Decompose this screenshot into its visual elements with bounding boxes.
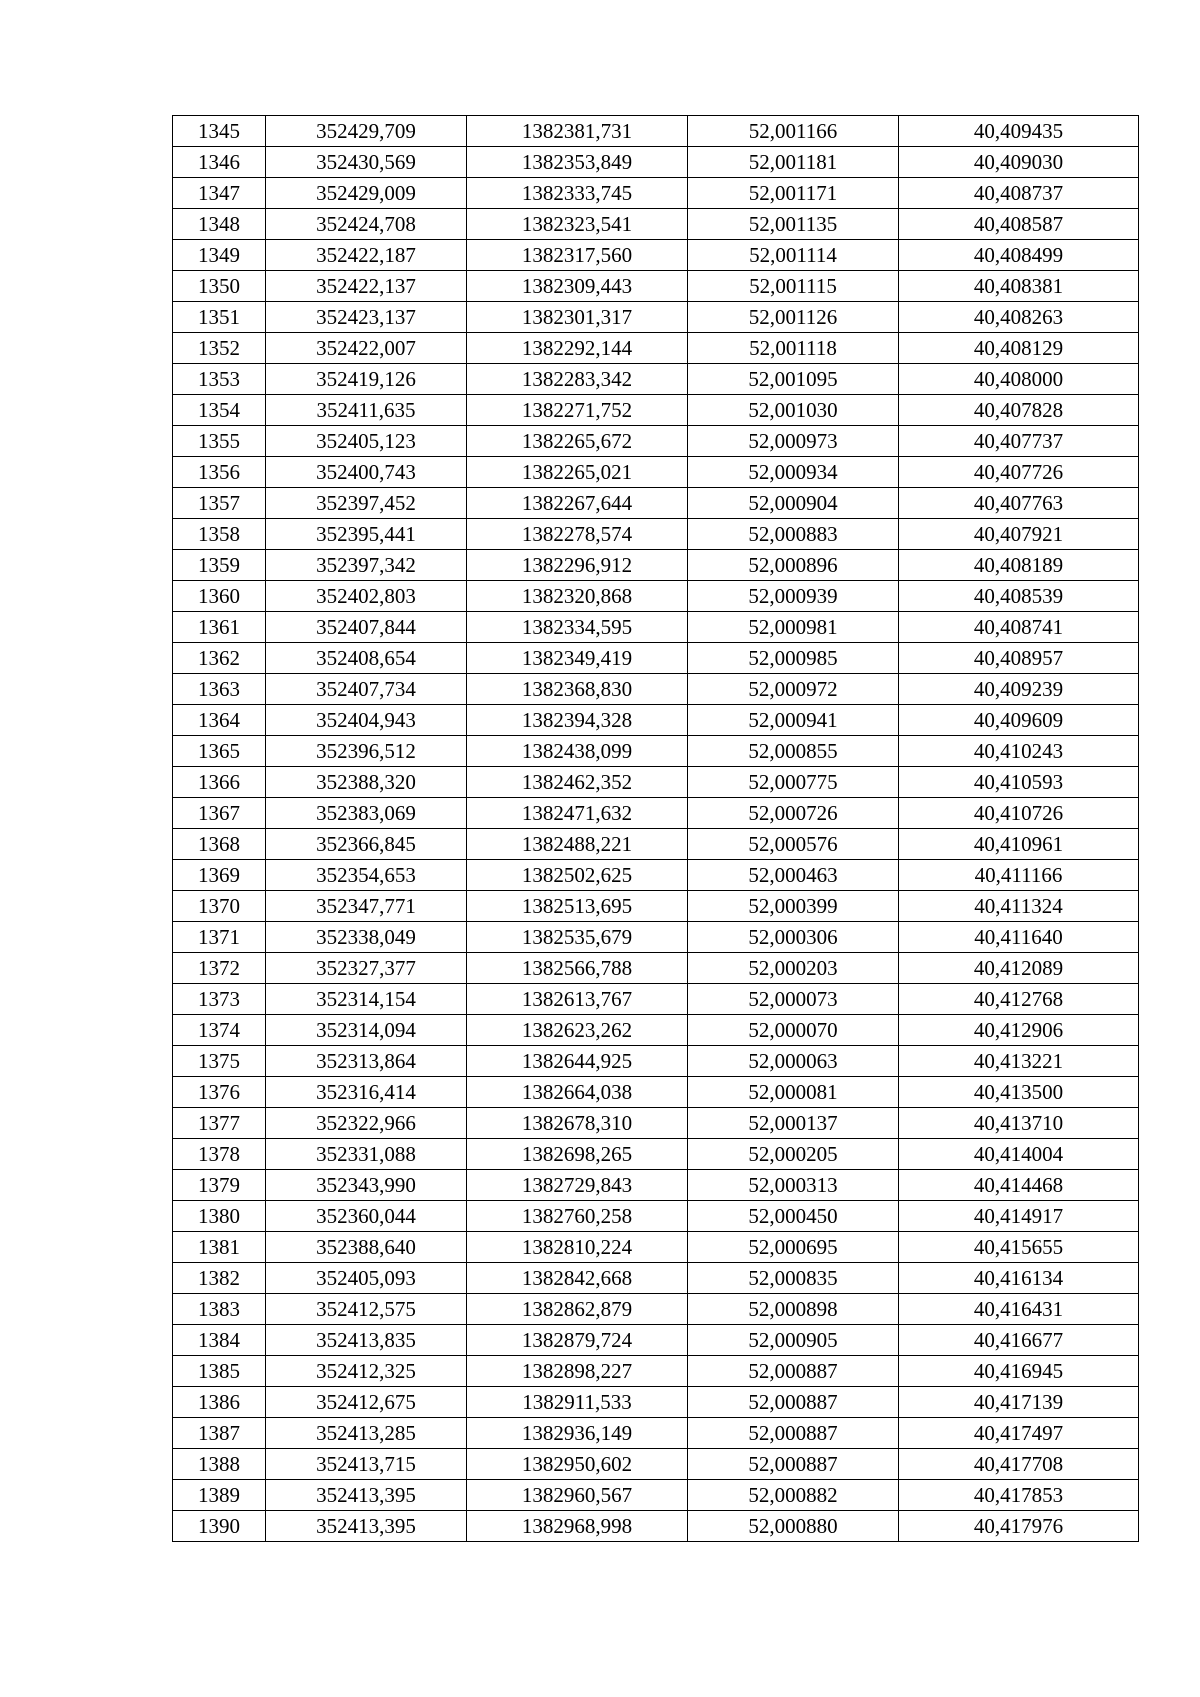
- table-row: [173, 333, 1139, 364]
- longitude-cell: 40,414004: [899, 1139, 1139, 1170]
- latitude-cell: 52,000463: [688, 860, 899, 891]
- latitude-cell: 52,000904: [688, 488, 899, 519]
- point-number-cell: 1389: [173, 1480, 266, 1511]
- y-coordinate-cell: 1382265,672: [467, 426, 688, 457]
- table-row: [173, 1046, 1139, 1077]
- table-row: [173, 1325, 1139, 1356]
- y-coordinate-cell: 1382353,849: [467, 147, 688, 178]
- point-number-cell: 1361: [173, 612, 266, 643]
- y-coordinate-cell: 1382334,595: [467, 612, 688, 643]
- x-coordinate-cell: 352331,088: [266, 1139, 467, 1170]
- point-number-cell: 1390: [173, 1511, 266, 1542]
- x-coordinate-cell: 352314,154: [266, 984, 467, 1015]
- y-coordinate-cell: 1382283,342: [467, 364, 688, 395]
- latitude-cell: 52,001126: [688, 302, 899, 333]
- point-number-cell: 1381: [173, 1232, 266, 1263]
- table-row: [173, 271, 1139, 302]
- latitude-cell: 52,000883: [688, 519, 899, 550]
- latitude-cell: 52,001171: [688, 178, 899, 209]
- y-coordinate-cell: 1382320,868: [467, 581, 688, 612]
- point-number-cell: 1369: [173, 860, 266, 891]
- table-row: [173, 550, 1139, 581]
- longitude-cell: 40,408587: [899, 209, 1139, 240]
- table-row: [173, 953, 1139, 984]
- table-row: [173, 178, 1139, 209]
- point-number-cell: 1380: [173, 1201, 266, 1232]
- latitude-cell: 52,000973: [688, 426, 899, 457]
- table-row: [173, 1511, 1139, 1542]
- longitude-cell: 40,410961: [899, 829, 1139, 860]
- latitude-cell: 52,000887: [688, 1449, 899, 1480]
- y-coordinate-cell: 1382265,021: [467, 457, 688, 488]
- point-number-cell: 1355: [173, 426, 266, 457]
- table-row: [173, 1356, 1139, 1387]
- table-row: [173, 612, 1139, 643]
- latitude-cell: 52,000939: [688, 581, 899, 612]
- table-row: [173, 1139, 1139, 1170]
- table-row: [173, 364, 1139, 395]
- x-coordinate-cell: 352402,803: [266, 581, 467, 612]
- latitude-cell: 52,000887: [688, 1356, 899, 1387]
- y-coordinate-cell: 1382394,328: [467, 705, 688, 736]
- table-row: [173, 1015, 1139, 1046]
- y-coordinate-cell: 1382271,752: [467, 395, 688, 426]
- table-row: [173, 767, 1139, 798]
- point-number-cell: 1364: [173, 705, 266, 736]
- x-coordinate-cell: 352411,635: [266, 395, 467, 426]
- y-coordinate-cell: 1382535,679: [467, 922, 688, 953]
- latitude-cell: 52,001166: [688, 116, 899, 147]
- x-coordinate-cell: 352405,093: [266, 1263, 467, 1294]
- table-row: [173, 1077, 1139, 1108]
- x-coordinate-cell: 352383,069: [266, 798, 467, 829]
- y-coordinate-cell: 1382267,644: [467, 488, 688, 519]
- y-coordinate-cell: 1382471,632: [467, 798, 688, 829]
- latitude-cell: 52,001030: [688, 395, 899, 426]
- latitude-cell: 52,000205: [688, 1139, 899, 1170]
- table-row: [173, 1294, 1139, 1325]
- y-coordinate-cell: 1382502,625: [467, 860, 688, 891]
- y-coordinate-cell: 1382950,602: [467, 1449, 688, 1480]
- table-row: [173, 922, 1139, 953]
- x-coordinate-cell: 352413,285: [266, 1418, 467, 1449]
- longitude-cell: 40,417853: [899, 1480, 1139, 1511]
- table-row: [173, 1108, 1139, 1139]
- latitude-cell: 52,000081: [688, 1077, 899, 1108]
- table-row: [173, 302, 1139, 333]
- x-coordinate-cell: 352423,137: [266, 302, 467, 333]
- point-number-cell: 1370: [173, 891, 266, 922]
- table-row: [173, 984, 1139, 1015]
- point-number-cell: 1354: [173, 395, 266, 426]
- latitude-cell: 52,000880: [688, 1511, 899, 1542]
- longitude-cell: 40,413710: [899, 1108, 1139, 1139]
- y-coordinate-cell: 1382333,745: [467, 178, 688, 209]
- longitude-cell: 40,408381: [899, 271, 1139, 302]
- longitude-cell: 40,411166: [899, 860, 1139, 891]
- point-number-cell: 1385: [173, 1356, 266, 1387]
- latitude-cell: 52,000835: [688, 1263, 899, 1294]
- longitude-cell: 40,410243: [899, 736, 1139, 767]
- x-coordinate-cell: 352412,675: [266, 1387, 467, 1418]
- longitude-cell: 40,416945: [899, 1356, 1139, 1387]
- x-coordinate-cell: 352430,569: [266, 147, 467, 178]
- latitude-cell: 52,000775: [688, 767, 899, 798]
- point-number-cell: 1387: [173, 1418, 266, 1449]
- longitude-cell: 40,417139: [899, 1387, 1139, 1418]
- latitude-cell: 52,000905: [688, 1325, 899, 1356]
- x-coordinate-cell: 352313,864: [266, 1046, 467, 1077]
- table-row: [173, 1418, 1139, 1449]
- longitude-cell: 40,408741: [899, 612, 1139, 643]
- y-coordinate-cell: 1382317,560: [467, 240, 688, 271]
- y-coordinate-cell: 1382381,731: [467, 116, 688, 147]
- point-number-cell: 1363: [173, 674, 266, 705]
- x-coordinate-cell: 352400,743: [266, 457, 467, 488]
- y-coordinate-cell: 1382862,879: [467, 1294, 688, 1325]
- longitude-cell: 40,408499: [899, 240, 1139, 271]
- latitude-cell: 52,000972: [688, 674, 899, 705]
- point-number-cell: 1345: [173, 116, 266, 147]
- latitude-cell: 52,000941: [688, 705, 899, 736]
- point-number-cell: 1368: [173, 829, 266, 860]
- table-row: [173, 705, 1139, 736]
- y-coordinate-cell: 1382278,574: [467, 519, 688, 550]
- longitude-cell: 40,407921: [899, 519, 1139, 550]
- point-number-cell: 1379: [173, 1170, 266, 1201]
- x-coordinate-cell: 352395,441: [266, 519, 467, 550]
- y-coordinate-cell: 1382644,925: [467, 1046, 688, 1077]
- x-coordinate-cell: 352429,009: [266, 178, 467, 209]
- x-coordinate-cell: 352412,325: [266, 1356, 467, 1387]
- latitude-cell: 52,000898: [688, 1294, 899, 1325]
- longitude-cell: 40,412089: [899, 953, 1139, 984]
- y-coordinate-cell: 1382842,668: [467, 1263, 688, 1294]
- point-number-cell: 1356: [173, 457, 266, 488]
- longitude-cell: 40,415655: [899, 1232, 1139, 1263]
- longitude-cell: 40,409435: [899, 116, 1139, 147]
- y-coordinate-cell: 1382623,262: [467, 1015, 688, 1046]
- y-coordinate-cell: 1382698,265: [467, 1139, 688, 1170]
- x-coordinate-cell: 352408,654: [266, 643, 467, 674]
- x-coordinate-cell: 352396,512: [266, 736, 467, 767]
- longitude-cell: 40,410593: [899, 767, 1139, 798]
- x-coordinate-cell: 352354,653: [266, 860, 467, 891]
- point-number-cell: 1388: [173, 1449, 266, 1480]
- x-coordinate-cell: 352343,990: [266, 1170, 467, 1201]
- point-number-cell: 1367: [173, 798, 266, 829]
- y-coordinate-cell: 1382296,912: [467, 550, 688, 581]
- table-row: [173, 1201, 1139, 1232]
- longitude-cell: 40,409030: [899, 147, 1139, 178]
- x-coordinate-cell: 352422,187: [266, 240, 467, 271]
- latitude-cell: 52,000203: [688, 953, 899, 984]
- latitude-cell: 52,001135: [688, 209, 899, 240]
- longitude-cell: 40,411640: [899, 922, 1139, 953]
- y-coordinate-cell: 1382879,724: [467, 1325, 688, 1356]
- latitude-cell: 52,000726: [688, 798, 899, 829]
- latitude-cell: 52,000887: [688, 1387, 899, 1418]
- point-number-cell: 1358: [173, 519, 266, 550]
- table-row: [173, 736, 1139, 767]
- longitude-cell: 40,408737: [899, 178, 1139, 209]
- longitude-cell: 40,411324: [899, 891, 1139, 922]
- latitude-cell: 52,000695: [688, 1232, 899, 1263]
- latitude-cell: 52,000887: [688, 1418, 899, 1449]
- longitude-cell: 40,412906: [899, 1015, 1139, 1046]
- x-coordinate-cell: 352422,137: [266, 271, 467, 302]
- longitude-cell: 40,410726: [899, 798, 1139, 829]
- y-coordinate-cell: 1382760,258: [467, 1201, 688, 1232]
- x-coordinate-cell: 352424,708: [266, 209, 467, 240]
- y-coordinate-cell: 1382898,227: [467, 1356, 688, 1387]
- y-coordinate-cell: 1382678,310: [467, 1108, 688, 1139]
- longitude-cell: 40,407726: [899, 457, 1139, 488]
- point-number-cell: 1382: [173, 1263, 266, 1294]
- y-coordinate-cell: 1382301,317: [467, 302, 688, 333]
- x-coordinate-cell: 352413,835: [266, 1325, 467, 1356]
- longitude-cell: 40,417497: [899, 1418, 1139, 1449]
- longitude-cell: 40,408957: [899, 643, 1139, 674]
- longitude-cell: 40,417976: [899, 1511, 1139, 1542]
- latitude-cell: 52,000882: [688, 1480, 899, 1511]
- longitude-cell: 40,408263: [899, 302, 1139, 333]
- longitude-cell: 40,414917: [899, 1201, 1139, 1232]
- table-row: [173, 209, 1139, 240]
- latitude-cell: 52,000137: [688, 1108, 899, 1139]
- table-row: [173, 1480, 1139, 1511]
- x-coordinate-cell: 352388,640: [266, 1232, 467, 1263]
- longitude-cell: 40,412768: [899, 984, 1139, 1015]
- latitude-cell: 52,001114: [688, 240, 899, 271]
- latitude-cell: 52,000934: [688, 457, 899, 488]
- longitude-cell: 40,408000: [899, 364, 1139, 395]
- latitude-cell: 52,000896: [688, 550, 899, 581]
- point-number-cell: 1350: [173, 271, 266, 302]
- x-coordinate-cell: 352407,734: [266, 674, 467, 705]
- x-coordinate-cell: 352413,715: [266, 1449, 467, 1480]
- table-row: [173, 1232, 1139, 1263]
- x-coordinate-cell: 352388,320: [266, 767, 467, 798]
- y-coordinate-cell: 1382323,541: [467, 209, 688, 240]
- y-coordinate-cell: 1382936,149: [467, 1418, 688, 1449]
- x-coordinate-cell: 352347,771: [266, 891, 467, 922]
- x-coordinate-cell: 352405,123: [266, 426, 467, 457]
- point-number-cell: 1366: [173, 767, 266, 798]
- point-number-cell: 1377: [173, 1108, 266, 1139]
- longitude-cell: 40,416431: [899, 1294, 1139, 1325]
- point-number-cell: 1360: [173, 581, 266, 612]
- table-row: [173, 643, 1139, 674]
- y-coordinate-cell: 1382438,099: [467, 736, 688, 767]
- x-coordinate-cell: 352422,007: [266, 333, 467, 364]
- longitude-cell: 40,413500: [899, 1077, 1139, 1108]
- table-row: [173, 829, 1139, 860]
- table-row: [173, 1387, 1139, 1418]
- longitude-cell: 40,408539: [899, 581, 1139, 612]
- x-coordinate-cell: 352413,395: [266, 1480, 467, 1511]
- latitude-cell: 52,001118: [688, 333, 899, 364]
- longitude-cell: 40,416677: [899, 1325, 1139, 1356]
- x-coordinate-cell: 352429,709: [266, 116, 467, 147]
- coordinates-table-body: [173, 116, 1139, 1542]
- table-row: [173, 147, 1139, 178]
- y-coordinate-cell: 1382292,144: [467, 333, 688, 364]
- point-number-cell: 1357: [173, 488, 266, 519]
- point-number-cell: 1374: [173, 1015, 266, 1046]
- table-row: [173, 1449, 1139, 1480]
- latitude-cell: 52,000576: [688, 829, 899, 860]
- y-coordinate-cell: 1382613,767: [467, 984, 688, 1015]
- y-coordinate-cell: 1382566,788: [467, 953, 688, 984]
- table-row: [173, 240, 1139, 271]
- point-number-cell: 1362: [173, 643, 266, 674]
- longitude-cell: 40,408189: [899, 550, 1139, 581]
- point-number-cell: 1372: [173, 953, 266, 984]
- y-coordinate-cell: 1382810,224: [467, 1232, 688, 1263]
- latitude-cell: 52,000313: [688, 1170, 899, 1201]
- y-coordinate-cell: 1382349,419: [467, 643, 688, 674]
- latitude-cell: 52,000070: [688, 1015, 899, 1046]
- latitude-cell: 52,001181: [688, 147, 899, 178]
- longitude-cell: 40,407763: [899, 488, 1139, 519]
- x-coordinate-cell: 352327,377: [266, 953, 467, 984]
- point-number-cell: 1365: [173, 736, 266, 767]
- latitude-cell: 52,000985: [688, 643, 899, 674]
- latitude-cell: 52,001115: [688, 271, 899, 302]
- table-row: [173, 798, 1139, 829]
- table-row: [173, 1263, 1139, 1294]
- point-number-cell: 1352: [173, 333, 266, 364]
- point-number-cell: 1351: [173, 302, 266, 333]
- point-number-cell: 1349: [173, 240, 266, 271]
- longitude-cell: 40,407737: [899, 426, 1139, 457]
- y-coordinate-cell: 1382513,695: [467, 891, 688, 922]
- longitude-cell: 40,414468: [899, 1170, 1139, 1201]
- y-coordinate-cell: 1382729,843: [467, 1170, 688, 1201]
- table-row: [173, 1170, 1139, 1201]
- latitude-cell: 52,000981: [688, 612, 899, 643]
- longitude-cell: 40,407828: [899, 395, 1139, 426]
- x-coordinate-cell: 352314,094: [266, 1015, 467, 1046]
- latitude-cell: 52,000855: [688, 736, 899, 767]
- y-coordinate-cell: 1382488,221: [467, 829, 688, 860]
- point-number-cell: 1378: [173, 1139, 266, 1170]
- y-coordinate-cell: 1382960,567: [467, 1480, 688, 1511]
- point-number-cell: 1376: [173, 1077, 266, 1108]
- point-number-cell: 1359: [173, 550, 266, 581]
- point-number-cell: 1348: [173, 209, 266, 240]
- table-row: [173, 891, 1139, 922]
- x-coordinate-cell: 352322,966: [266, 1108, 467, 1139]
- longitude-cell: 40,409239: [899, 674, 1139, 705]
- y-coordinate-cell: 1382462,352: [467, 767, 688, 798]
- x-coordinate-cell: 352366,845: [266, 829, 467, 860]
- y-coordinate-cell: 1382368,830: [467, 674, 688, 705]
- latitude-cell: 52,000399: [688, 891, 899, 922]
- table-row: [173, 519, 1139, 550]
- x-coordinate-cell: 352419,126: [266, 364, 467, 395]
- point-number-cell: 1384: [173, 1325, 266, 1356]
- x-coordinate-cell: 352397,342: [266, 550, 467, 581]
- x-coordinate-cell: 352404,943: [266, 705, 467, 736]
- y-coordinate-cell: 1382664,038: [467, 1077, 688, 1108]
- latitude-cell: 52,000450: [688, 1201, 899, 1232]
- table-row: [173, 488, 1139, 519]
- table-row: [173, 674, 1139, 705]
- latitude-cell: 52,001095: [688, 364, 899, 395]
- longitude-cell: 40,417708: [899, 1449, 1139, 1480]
- table-row: [173, 860, 1139, 891]
- longitude-cell: 40,408129: [899, 333, 1139, 364]
- longitude-cell: 40,409609: [899, 705, 1139, 736]
- x-coordinate-cell: 352407,844: [266, 612, 467, 643]
- x-coordinate-cell: 352397,452: [266, 488, 467, 519]
- x-coordinate-cell: 352412,575: [266, 1294, 467, 1325]
- latitude-cell: 52,000306: [688, 922, 899, 953]
- table-row: [173, 116, 1139, 147]
- point-number-cell: 1386: [173, 1387, 266, 1418]
- coordinates-table: [172, 115, 1139, 1542]
- point-number-cell: 1353: [173, 364, 266, 395]
- point-number-cell: 1371: [173, 922, 266, 953]
- point-number-cell: 1347: [173, 178, 266, 209]
- point-number-cell: 1346: [173, 147, 266, 178]
- table-row: [173, 395, 1139, 426]
- latitude-cell: 52,000073: [688, 984, 899, 1015]
- table-row: [173, 426, 1139, 457]
- point-number-cell: 1383: [173, 1294, 266, 1325]
- longitude-cell: 40,416134: [899, 1263, 1139, 1294]
- y-coordinate-cell: 1382309,443: [467, 271, 688, 302]
- y-coordinate-cell: 1382968,998: [467, 1511, 688, 1542]
- x-coordinate-cell: 352360,044: [266, 1201, 467, 1232]
- table-row: [173, 457, 1139, 488]
- longitude-cell: 40,413221: [899, 1046, 1139, 1077]
- x-coordinate-cell: 352413,395: [266, 1511, 467, 1542]
- point-number-cell: 1373: [173, 984, 266, 1015]
- point-number-cell: 1375: [173, 1046, 266, 1077]
- x-coordinate-cell: 352316,414: [266, 1077, 467, 1108]
- x-coordinate-cell: 352338,049: [266, 922, 467, 953]
- table-row: [173, 581, 1139, 612]
- latitude-cell: 52,000063: [688, 1046, 899, 1077]
- y-coordinate-cell: 1382911,533: [467, 1387, 688, 1418]
